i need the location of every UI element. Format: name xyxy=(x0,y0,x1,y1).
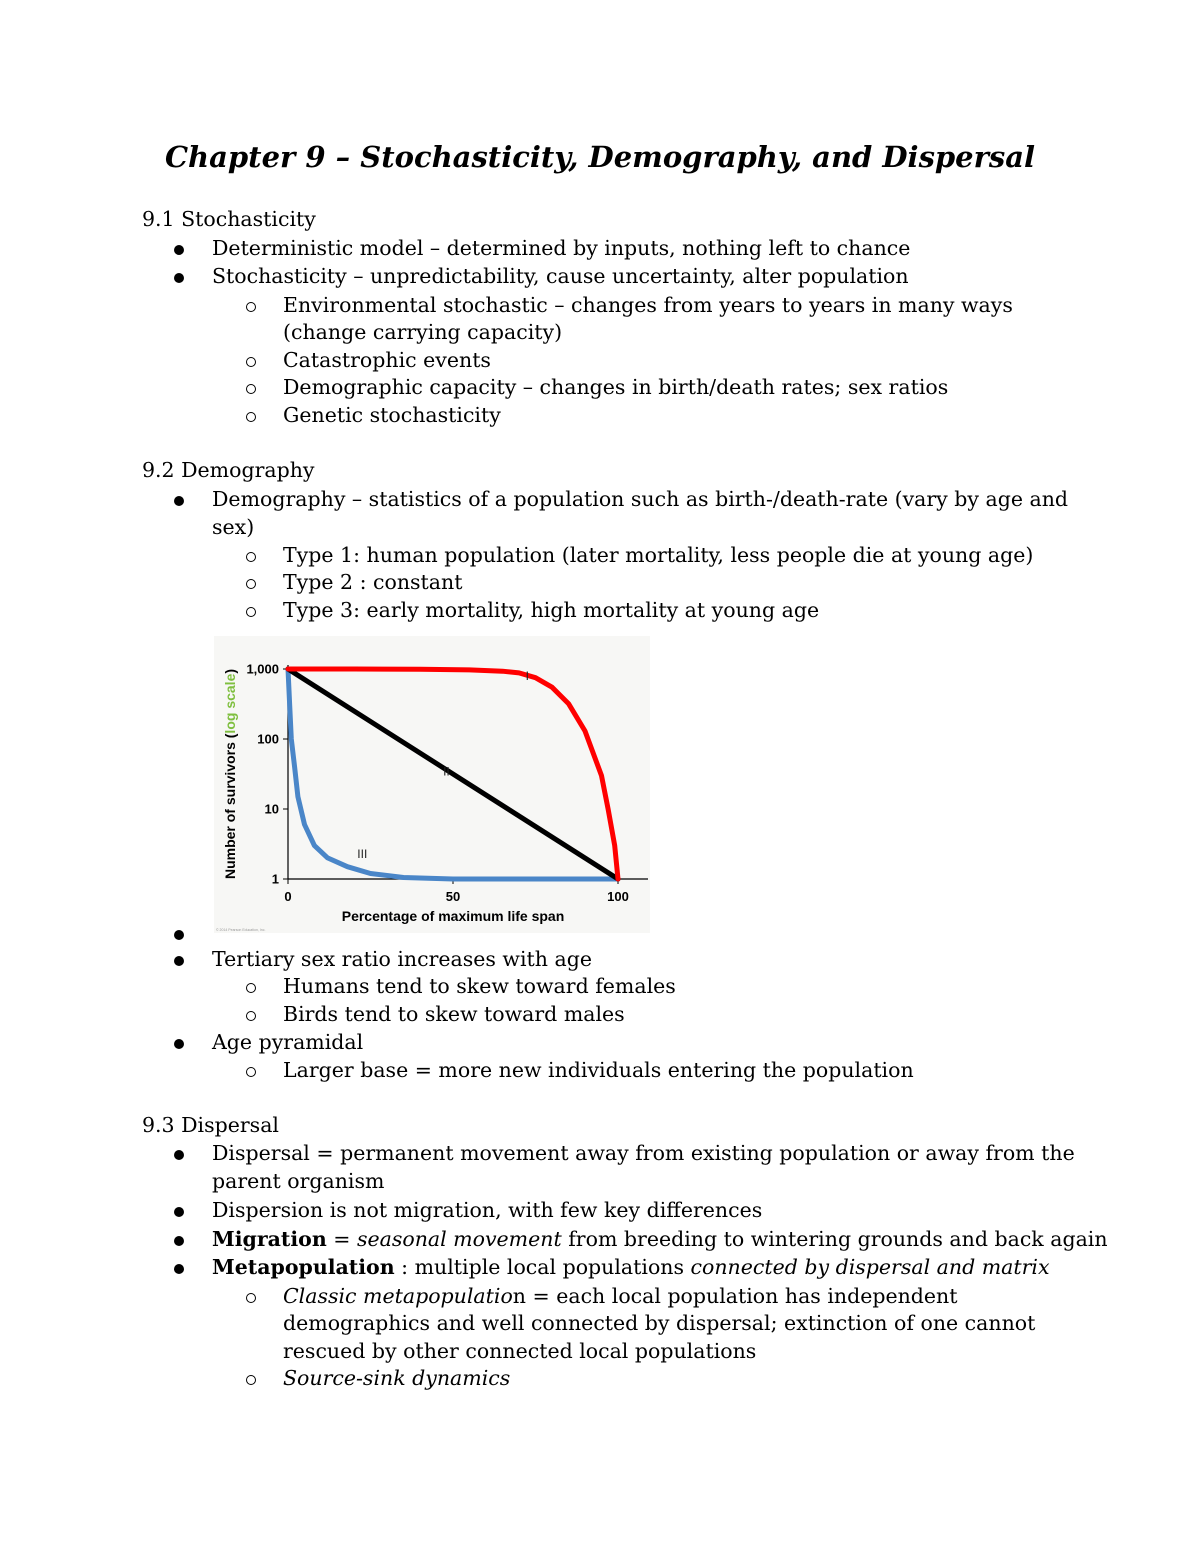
sub-list-item: Environmental stochastic – changes from years to years in many ways xyxy=(283,293,1013,317)
circle-bullet-icon xyxy=(246,1067,256,1077)
sub-list-item: Catastrophic events xyxy=(283,348,491,372)
emphasis: Source-sink dynamics xyxy=(283,1366,511,1390)
list-item: Tertiary sex ratio increases with age xyxy=(212,947,592,971)
bullet-icon xyxy=(174,496,184,506)
circle-bullet-icon xyxy=(246,579,256,589)
emphasis: connected by dispersal and matrix xyxy=(690,1255,1050,1279)
sub-list-item-continuation: (change carrying capacity) xyxy=(283,320,563,344)
bullet-icon xyxy=(174,930,184,940)
list-item-continuation: sex) xyxy=(212,515,255,539)
sub-list-item: Birds tend to skew toward males xyxy=(283,1002,625,1026)
circle-bullet-icon xyxy=(246,983,256,993)
emphasis: Classic metapopulatio xyxy=(283,1284,513,1308)
sub-list-item xyxy=(283,1284,958,1308)
series-label-II: II xyxy=(443,764,450,779)
text-fragment: : multiple local populations xyxy=(394,1255,691,1279)
bullet-icon xyxy=(174,1150,184,1160)
section-heading-dispersal: 9.3 Dispersal xyxy=(142,1113,279,1137)
sub-list-item xyxy=(283,1366,510,1390)
circle-bullet-icon xyxy=(246,607,256,617)
y-tick-label: 100 xyxy=(257,731,279,747)
circle-bullet-icon xyxy=(246,412,256,422)
circle-bullet-icon xyxy=(246,1375,256,1385)
sub-list-item: Demographic capacity – changes in birth/death rates; sex ratios xyxy=(283,375,949,399)
sub-list-item: Type 2 : constant xyxy=(283,570,463,594)
figure-credit: © 2014 Pearson Education, Inc. xyxy=(216,928,266,932)
circle-bullet-icon xyxy=(246,357,256,367)
list-item: Stochasticity – unpredictability, cause uncertainty, alter population xyxy=(212,264,909,288)
circle-bullet-icon xyxy=(246,1011,256,1021)
list-item-continuation: parent organism xyxy=(212,1169,385,1193)
list-item: Deterministic model – determined by inputs, nothing left to chance xyxy=(212,236,911,260)
series-label-III: III xyxy=(357,846,368,861)
bullet-icon xyxy=(174,1039,184,1049)
sub-list-item: Type 3: early mortality, high mortality at young age xyxy=(283,598,820,622)
bullet-icon xyxy=(174,1207,184,1217)
sub-list-item-continuation: demographics and well connected by dispersal; extinction of one cannot xyxy=(283,1311,1036,1335)
circle-bullet-icon xyxy=(246,384,256,394)
section-heading-stochasticity: 9.1 Stochasticity xyxy=(142,207,316,231)
emphasis: seasonal movement xyxy=(356,1227,562,1251)
text-fragment: from breeding to wintering grounds and back again xyxy=(561,1227,1108,1251)
list-item: Dispersion is not migration, with few key differences xyxy=(212,1198,763,1222)
x-tick-label: 0 xyxy=(284,889,292,904)
sub-list-item: Type 1: human population (later mortality, less people die at young age) xyxy=(283,543,1034,567)
term-metapopulation: Metapopulation xyxy=(212,1255,395,1279)
y-axis-label xyxy=(222,669,238,879)
circle-bullet-icon xyxy=(246,552,256,562)
x-tick-label: 100 xyxy=(607,889,629,904)
list-item-migration xyxy=(212,1227,1108,1251)
y-axis-label-text: Number of survivors ( xyxy=(222,733,238,880)
y-axis-scale-note: log scale xyxy=(222,673,238,734)
bullet-icon xyxy=(174,1236,184,1246)
list-item: Age pyramidal xyxy=(212,1030,364,1054)
section-heading-demography: 9.2 Demography xyxy=(142,458,315,482)
series-label-I: I xyxy=(525,668,529,683)
y-axis-label-text: ) xyxy=(222,668,238,674)
sub-list-item: Genetic stochasticity xyxy=(283,403,501,427)
y-tick-label: 1 xyxy=(271,871,279,887)
y-tick-label: 1,000 xyxy=(246,661,279,677)
y-tick-label: 10 xyxy=(264,801,279,817)
text-fragment: n = each local population has independent xyxy=(512,1284,958,1308)
circle-bullet-icon xyxy=(246,302,256,312)
sub-list-item: Larger base = more new individuals entering the population xyxy=(283,1058,914,1082)
bullet-icon xyxy=(174,273,184,283)
bullet-icon xyxy=(174,956,184,966)
text-fragment: = xyxy=(326,1227,357,1251)
survivorship-curve-chart xyxy=(214,636,650,933)
list-item-metapopulation xyxy=(212,1255,1050,1279)
bullet-icon xyxy=(174,1264,184,1274)
circle-bullet-icon xyxy=(246,1293,256,1303)
page-title: Chapter 9 – Stochasticity, Demography, and Dispersal xyxy=(164,140,1036,174)
x-tick-label: 50 xyxy=(445,889,461,904)
list-item: Dispersal = permanent movement away from existing population or away from the xyxy=(212,1141,1075,1165)
bullet-icon xyxy=(174,245,184,255)
term-migration: Migration xyxy=(212,1227,327,1251)
sub-list-item: Humans tend to skew toward females xyxy=(283,974,676,998)
sub-list-item-continuation: rescued by other connected local populations xyxy=(283,1339,757,1363)
list-item: Demography – statistics of a population such as birth-/death-rate (vary by age and xyxy=(212,487,1069,511)
x-axis-label: Percentage of maximum life span xyxy=(341,908,565,924)
